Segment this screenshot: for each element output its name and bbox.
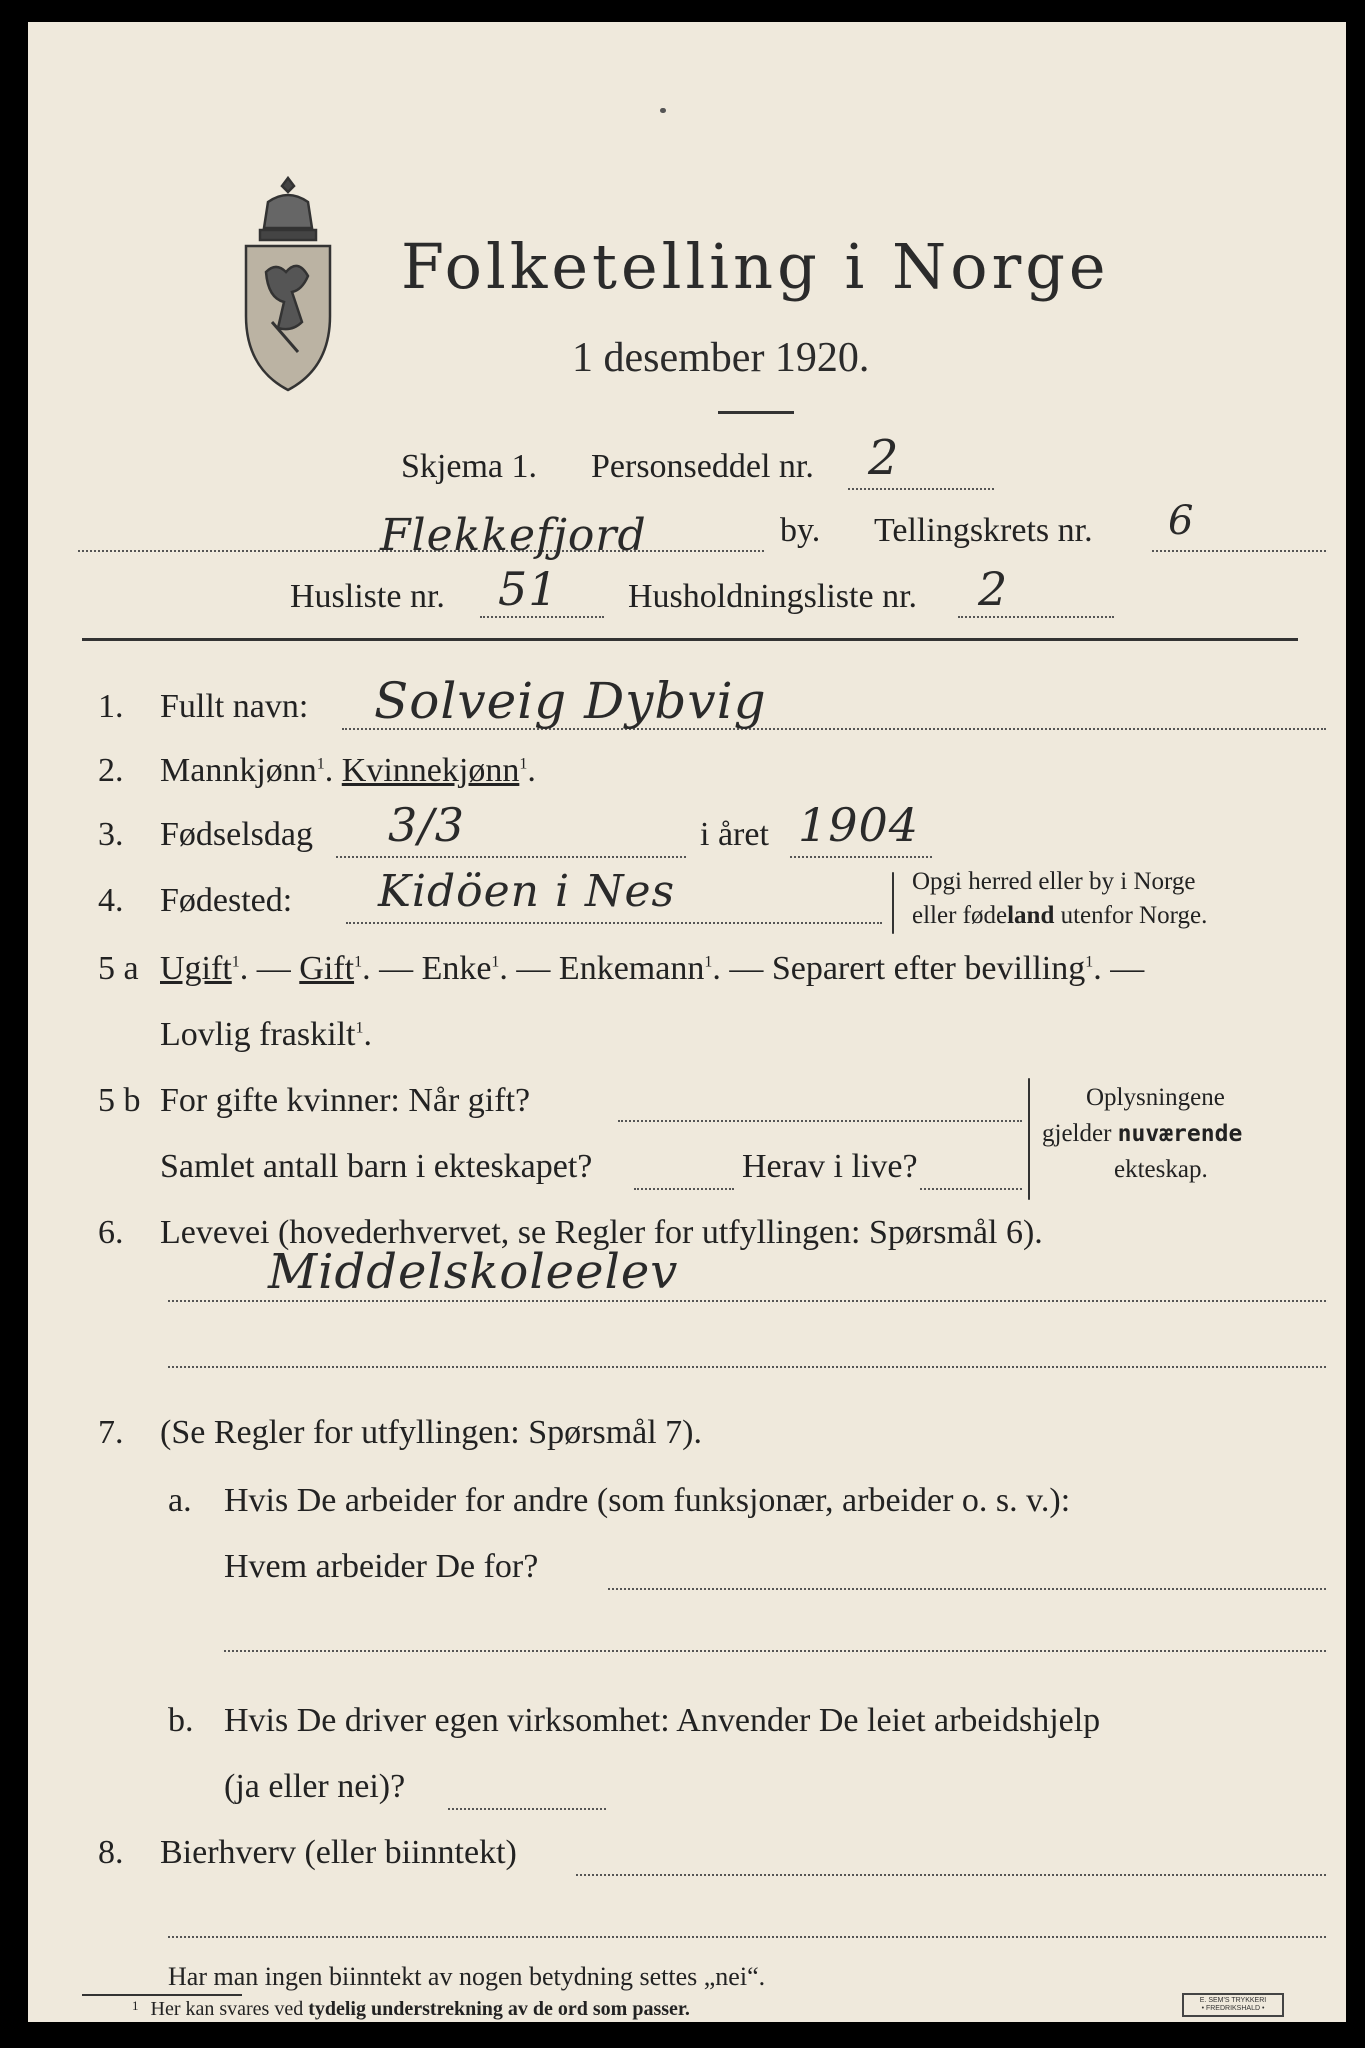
footnote-ref: 1: [519, 755, 528, 773]
dash: —: [516, 950, 551, 987]
q7a-letter: a.: [168, 1482, 192, 1519]
husholdning-field[interactable]: 2: [978, 562, 1009, 616]
q7-number: 7.: [98, 1414, 124, 1451]
option-enke[interactable]: Enke: [421, 950, 492, 987]
header-rule: [82, 638, 1298, 641]
q4-number: 4.: [98, 882, 124, 919]
q4-line: [346, 922, 882, 924]
husholdning-line: [958, 616, 1114, 618]
footnote: [132, 1998, 690, 2021]
tellingskrets-label: Tellingskrets nr.: [874, 512, 1093, 549]
punct: .: [239, 950, 249, 987]
tellingskrets-line: [1152, 550, 1326, 552]
q4-note-line2: [912, 902, 1207, 930]
q3-year-line: [790, 856, 932, 858]
punct: .: [712, 950, 721, 987]
punct: .: [362, 950, 371, 987]
coat-of-arms-icon: [232, 172, 344, 394]
option-kvinnekjonn[interactable]: Kvinnekjønn: [341, 752, 520, 789]
q5b-barn-line: [634, 1188, 734, 1190]
dash: —: [729, 950, 764, 987]
fodselsdag-field[interactable]: 3/3: [388, 798, 466, 852]
q3-day-line: [336, 856, 686, 858]
husliste-line: [480, 616, 604, 618]
q4-label: Fødested:: [160, 882, 293, 919]
q5b-number: 5 b: [98, 1082, 141, 1119]
q3-number: 3.: [98, 816, 124, 853]
q5a-options: [160, 950, 1144, 988]
q6-label: Levevei (hovederhvervet, se Regler for utfyllingen: Spørsmål 6).: [160, 1214, 1043, 1251]
option-fraskilt[interactable]: Lovlig fraskilt: [160, 1016, 356, 1053]
dash: —: [256, 950, 291, 987]
census-date: 1 desember 1920.: [572, 335, 870, 381]
q4-brace: [892, 872, 894, 934]
q8-line1[interactable]: [576, 1874, 1326, 1876]
footnote-mark: 1: [132, 1998, 139, 2013]
levevei-field[interactable]: Middelskoleelev: [268, 1244, 679, 1300]
q6-line1: [168, 1300, 1326, 1302]
option-ugift[interactable]: Ugift: [160, 950, 232, 987]
q7b-line2: (ja eller nei)?: [224, 1768, 406, 1805]
q5b-note-line3: ekteskap.: [1114, 1156, 1208, 1183]
q5b-note-bold: nuværende: [1117, 1121, 1243, 1147]
stamp-line1: E. SEM'S TRYKKERI: [1199, 1997, 1267, 2004]
q3-year-label: i året: [700, 816, 769, 853]
q5b-line1: For gifte kvinner: Når gift?: [160, 1082, 531, 1119]
printer-stamp: [1182, 1993, 1284, 2017]
q7b-letter: b.: [168, 1702, 194, 1739]
q8-number: 8.: [98, 1834, 124, 1871]
q5b-note-text: gjelder: [1042, 1120, 1118, 1147]
census-form: [28, 22, 1346, 2022]
punct: .: [1093, 950, 1102, 987]
q2-options: Mannkjønn$^1$. Kvinnekjønn$^1$.: [160, 752, 536, 789]
q5a-options-line2: [160, 1016, 372, 1054]
q5b-ilive-line: [920, 1188, 1022, 1190]
ink-dot: [660, 108, 666, 113]
punct: .: [499, 950, 508, 987]
personseddel-label: Personseddel nr.: [591, 448, 814, 485]
q8-label: Bierhverv (eller biinntekt): [160, 1834, 517, 1871]
footnote-ref: 1: [1085, 953, 1094, 971]
form-title: Folketelling i Norge: [401, 230, 1110, 303]
husliste-label: Husliste nr.: [290, 578, 445, 615]
q7a-field-line[interactable]: [608, 1588, 1326, 1590]
q7-label: (Se Regler for utfyllingen: Spørsmål 7).: [160, 1414, 703, 1451]
q7a-line1: Hvis De arbeider for andre (som funksjonær, arbeider o. s. v.):: [224, 1482, 1071, 1519]
fodested-field[interactable]: Kidöen i Nes: [378, 866, 676, 917]
q6-number: 6.: [98, 1214, 124, 1251]
personseddel-line: [848, 488, 994, 490]
footnote-bold: tydelig understrekning av de ord som passer.: [308, 1998, 690, 2020]
option-enkemann[interactable]: Enkemann: [558, 950, 705, 987]
fullt-navn-field[interactable]: Solveig Dybvig: [374, 672, 767, 730]
by-field[interactable]: Flekkefjord: [380, 510, 647, 561]
husliste-field[interactable]: 51: [498, 562, 559, 616]
option-gift[interactable]: Gift: [299, 950, 355, 987]
q7b-field-line[interactable]: [448, 1808, 606, 1810]
q5b-note-line1: Oplysningene: [1086, 1084, 1225, 1111]
dash: —: [379, 950, 414, 987]
q5b-gift-line: [618, 1120, 1022, 1122]
q3-label: Fødselsdag: [160, 816, 313, 853]
q5b-line2b: Herav i live?: [742, 1148, 918, 1185]
q8-line2[interactable]: [168, 1936, 1326, 1938]
bottom-note: Har man ingen biinntekt av nogen betydning settes „nei“.: [168, 1962, 766, 1991]
fodselsar-field[interactable]: 1904: [798, 798, 920, 852]
q2-number: 2.: [98, 752, 124, 789]
q5b-line2a: Samlet antall barn i ekteskapet?: [160, 1148, 593, 1185]
footnote-ref: 1: [355, 1019, 364, 1037]
q4-note-text: utenfor Norge.: [1054, 902, 1208, 929]
q7b-line1: Hvis De driver egen virksomhet: Anvender De leiet arbeidshjelp: [224, 1702, 1101, 1739]
skjema-label: Skjema 1.: [401, 448, 537, 485]
footnote-ref: 1: [231, 953, 240, 971]
q4-note-line1: Opgi herred eller by i Norge: [912, 868, 1196, 895]
title-divider: [718, 411, 794, 414]
footnote-rule: [82, 1994, 242, 1996]
q4-note-bold: land: [1007, 902, 1055, 929]
footnote-ref: 1: [316, 755, 325, 773]
q1-label: Fullt navn:: [160, 688, 309, 725]
stamp-line2: • FREDRIKSHALD •: [1201, 2005, 1265, 2012]
footnote-ref: 1: [704, 953, 713, 971]
personseddel-field[interactable]: 2: [868, 430, 900, 486]
punct: .: [363, 1016, 372, 1053]
footnote-text: Her kan svares ved: [150, 1998, 309, 2020]
q7a-line2: Hvem arbeider De for?: [224, 1548, 539, 1585]
tellingskrets-field[interactable]: 6: [1168, 498, 1195, 544]
q5b-note-line2: [1042, 1120, 1242, 1148]
footnote-ref: 1: [354, 953, 363, 971]
option-separert[interactable]: Separert efter bevilling: [771, 950, 1086, 987]
dash: —: [1110, 950, 1145, 987]
q7a-extra-line[interactable]: [224, 1650, 1326, 1652]
option-mannkjonn[interactable]: Mannkjønn: [160, 752, 317, 789]
husholdning-label: Husholdningsliste nr.: [628, 578, 918, 615]
q6-line2: [168, 1366, 1326, 1368]
footnote-ref: 1: [491, 953, 500, 971]
q5b-brace: [1028, 1078, 1030, 1200]
q4-note-text: eller føde: [912, 902, 1008, 929]
by-label: by.: [780, 512, 821, 549]
q5a-number: 5 a: [98, 950, 139, 987]
q1-number: 1.: [98, 688, 124, 725]
